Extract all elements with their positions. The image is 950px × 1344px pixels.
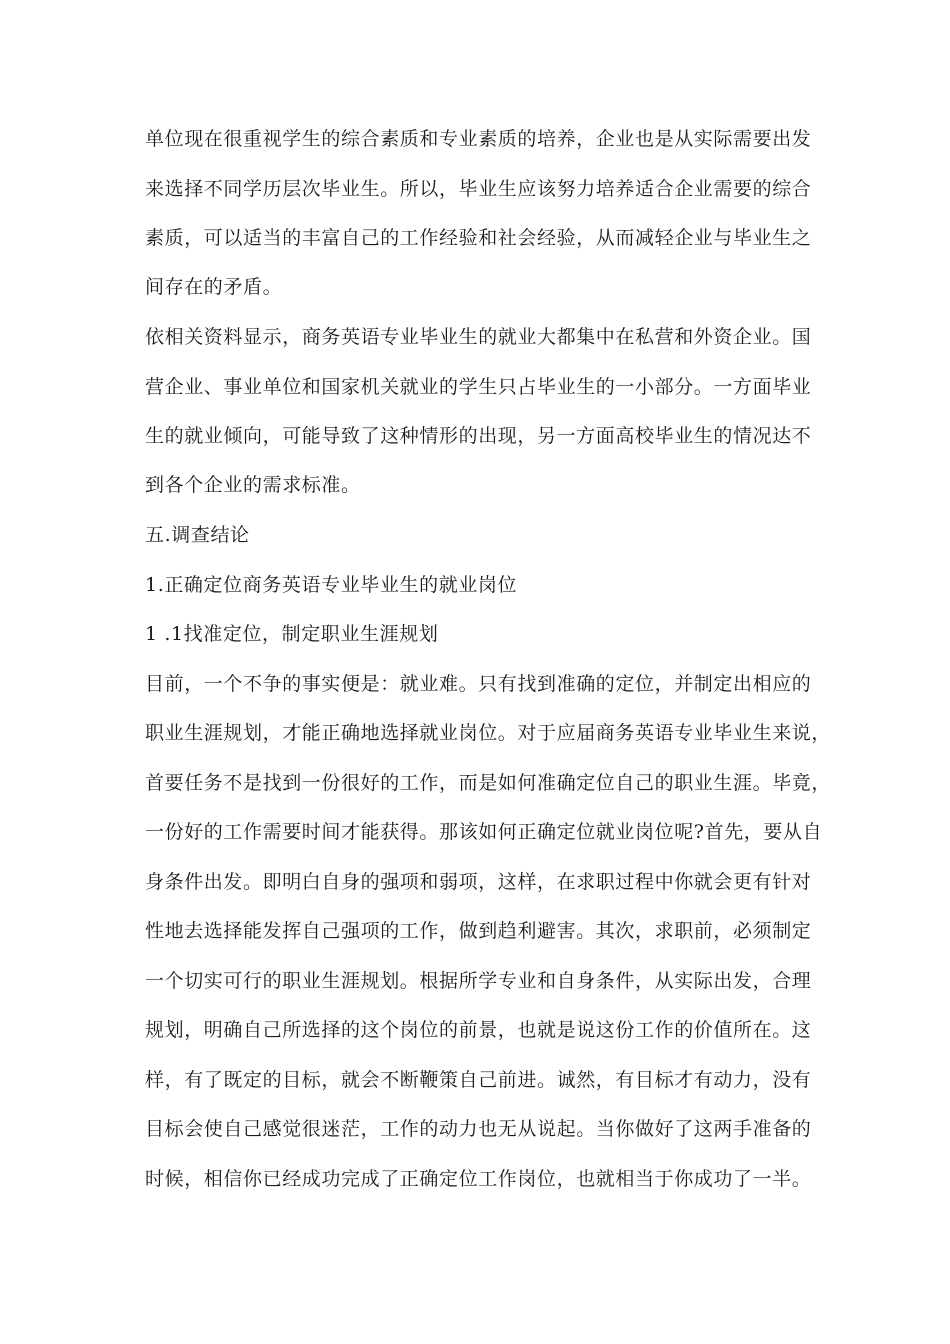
subheading-1-1: 1 .1找准定位，制定职业生涯规划 xyxy=(145,623,439,645)
subheading-1: 1.正确定位商务英语专业毕业生的就业岗位 xyxy=(145,574,518,596)
paragraph-2-line-2: 营企业、事业单位和国家机关就业的学生只占毕业生的一小部分。一方面毕业 xyxy=(145,376,812,398)
paragraph-1-line-2: 来选择不同学历层次毕业生。所以，毕业生应该努力培养适合企业需要的综合 xyxy=(145,178,812,200)
paragraph-3-line-10: 目标会使自己感觉很迷茫，工作的动力也无从说起。当你做好了这两手准备的 xyxy=(145,1118,812,1140)
paragraph-3-line-1: 目前，一个不争的事实便是：就业难。只有找到准确的定位，并制定出相应的 xyxy=(145,673,812,695)
paragraph-3-line-6: 性地去选择能发挥自己强项的工作，做到趋利避害。其次，求职前，必须制定 xyxy=(145,920,812,942)
paragraph-3-line-9: 样，有了既定的目标，就会不断鞭策自己前进。诚然，有目标才有动力，没有 xyxy=(145,1069,812,1091)
paragraph-2-line-3: 生的就业倾向，可能导致了这种情形的出现，另一方面高校毕业生的情况达不 xyxy=(145,425,812,447)
paragraph-3-line-5: 身条件出发。即明白自身的强项和弱项，这样，在求职过程中你就会更有针对 xyxy=(145,871,812,893)
paragraph-3-line-8: 规划，明确自己所选择的这个岗位的前景，也就是说这份工作的价值所在。这 xyxy=(145,1019,812,1041)
paragraph-3-line-7: 一个切实可行的职业生涯规划。根据所学专业和自身条件，从实际出发，合理 xyxy=(145,970,812,992)
paragraph-2-line-4: 到各个企业的需求标准。 xyxy=(145,474,361,496)
section-heading: 五.调查结论 xyxy=(145,524,250,546)
paragraph-3-line-11: 时候，相信你已经成功完成了正确定位工作岗位，也就相当于你成功了一半。 xyxy=(145,1168,812,1190)
paragraph-2-line-1: 依相关资料显示，商务英语专业毕业生的就业大都集中在私营和外资企业。国 xyxy=(145,326,812,348)
paragraph-1-line-4: 间存在的矛盾。 xyxy=(145,276,283,298)
paragraph-1-line-3: 素质，可以适当的丰富自己的工作经验和社会经验，从而减轻企业与毕业生之 xyxy=(145,227,812,249)
paragraph-3-line-2: 职业生涯规划，才能正确地选择就业岗位。对于应届商务英语专业毕业生来说， xyxy=(145,722,832,744)
paragraph-1-line-1: 单位现在很重视学生的综合素质和专业素质的培养，企业也是从实际需要出发 xyxy=(145,128,812,150)
paragraph-3-line-3: 首要任务不是找到一份很好的工作，而是如何准确定位自己的职业生涯。毕竟， xyxy=(145,772,832,794)
paragraph-3-line-4: 一份好的工作需要时间才能获得。那该如何正确定位就业岗位呢?首先，要从自 xyxy=(145,821,823,843)
